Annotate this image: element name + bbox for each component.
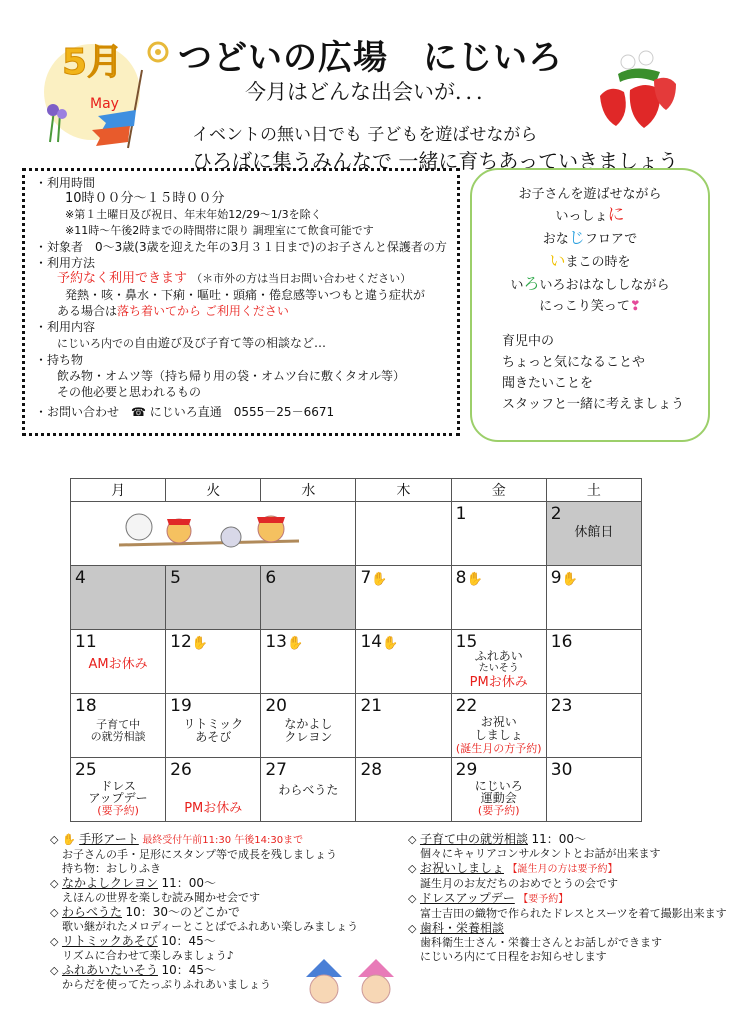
day-number: 6 (265, 568, 277, 588)
day-event: アップデー (88, 791, 148, 805)
day-cell (261, 630, 356, 694)
day-event: の就労相談 (90, 730, 146, 743)
note-line-2: ちょっと気になることや (502, 355, 646, 370)
note-line-4: スタッフと一緒に考えましょう (502, 397, 685, 412)
legend-desc: お子さんの手・足形にスタンプ等で成長を残しましょう (62, 848, 337, 861)
strawberry-icon (590, 44, 680, 134)
items-label: ・持ち物 (35, 353, 84, 367)
event-legend-right (408, 832, 728, 964)
legend-desc: 個々にキャリアコンサルタントとお話が出来ます (420, 847, 661, 860)
legend-desc: 富士吉田の織物で作られたドレスとスーツを着て撮影出来ます (420, 907, 727, 920)
weekday-fri: 金 (451, 479, 546, 502)
legend-desc: えほんの世界を楽しむ読み聞かせ会です (62, 891, 260, 904)
message-line-2: いっしょに (555, 205, 625, 225)
weekday-mon: 月 (71, 479, 166, 502)
day-cell (261, 758, 356, 822)
day-event: AMお休み (88, 657, 148, 672)
legend-desc: リズムに合わせて楽しみましょう♪ (62, 949, 234, 962)
legend-item: ◇ 歯科・栄養相談 (408, 921, 504, 935)
message-line-6: にっこり笑って❣ (539, 299, 641, 314)
day-cell (71, 694, 166, 758)
health-note-2: ある場合は (57, 304, 118, 318)
legend-item: ◇ なかよしクレヨン 11：00～ (50, 876, 217, 890)
day-cell (166, 630, 261, 694)
legend-item: ◇ リトミックあそび 10：45～ (50, 934, 216, 948)
method-label: ・利用方法 (35, 256, 96, 270)
day-cell (356, 630, 451, 694)
day-event: なかよし (284, 717, 333, 731)
handprint-icon: ✋ (382, 636, 399, 651)
legend-desc: 誕生月のお友だちのおめでとうの会です (420, 877, 618, 890)
day-cell (71, 758, 166, 822)
hours-value: 10時００分～１５時００分 (65, 191, 225, 206)
day-number: 2 (550, 504, 562, 524)
handprint-icon: ✋ (561, 572, 578, 587)
method-note: （＊市外の方は当日お問い合わせください） (191, 272, 412, 285)
message-line-3: おなじフロアで (542, 228, 638, 247)
day-cell-closed (546, 502, 641, 566)
month-number: 5月 (62, 42, 124, 83)
calendar-illustration-cell (71, 502, 356, 566)
day-cell-closed (71, 566, 166, 630)
day-cell (356, 502, 451, 566)
health-note-1: 発熱・咳・鼻水・下痢・嘔吐・頭痛・倦怠感等いつもと違う症状が (65, 288, 426, 302)
legend-item: ◇ わらべうた 10：30～のどこかで (50, 905, 241, 919)
note-line-1: 育児中の (502, 334, 555, 349)
message-box (470, 168, 710, 442)
day-number: 18 (75, 696, 97, 716)
day-number: 29 (455, 760, 478, 780)
day-cell (356, 694, 451, 758)
day-event: ふれあい (474, 649, 523, 663)
usage-info-box (22, 168, 460, 436)
day-number: 15 (455, 632, 478, 652)
day-number: 20 (265, 696, 287, 716)
legend-desc: 持ち物：おしりふき (62, 862, 161, 875)
message-line-5: いろいろおはなししながら (510, 274, 670, 293)
day-cell-closed (261, 566, 356, 630)
calendar-table (70, 478, 642, 822)
day-number: 14 (360, 632, 383, 652)
contact-info: ・お問い合わせ ☎ にじいろ直通 0555－25－6671 (35, 405, 335, 419)
day-event-note: (誕生月の方予約) (455, 742, 542, 755)
day-cell (451, 758, 546, 822)
day-event-note: (要予約) (477, 804, 520, 817)
day-cell (356, 758, 451, 822)
day-number: 12 (170, 632, 192, 652)
day-number: 22 (455, 696, 478, 716)
page-subtitle: 今月はどんな出会いが．．． (245, 80, 497, 104)
hours-note-1: ※第１土曜日及び祝日、年末年始12/29～1/3を除く (65, 208, 322, 221)
legend-item: ◇ お祝いしましょ 【誕生月の方は要予約】 (408, 861, 618, 875)
legend-desc: からだを使ってたっぷりふれあいましょう (62, 978, 271, 991)
day-event: 子育て中 (96, 718, 141, 731)
day-cell (546, 758, 641, 822)
day-cell (451, 694, 546, 758)
legend-desc: にじいろ内にて日程をお知らせします (420, 950, 607, 963)
day-event: ドレス (100, 779, 136, 793)
day-number: 5 (170, 568, 181, 588)
day-cell (261, 694, 356, 758)
target-audience: ・対象者 0～3歳(3歳を迎えた年の3月３１日まで)のお子さんと保護者の方 (35, 240, 447, 254)
method-no-reservation: 予約なく利用できます (57, 271, 188, 286)
tug-of-war-illustration (109, 505, 309, 563)
day-event: にじいろ (474, 779, 523, 793)
handprint-icon: ✋ (286, 636, 304, 651)
day-event: あそび (195, 730, 232, 744)
month-english: May (90, 96, 119, 112)
day-cell (166, 694, 261, 758)
page-title: つどいの広場 にじいろ (178, 38, 563, 78)
day-event: しましょ (474, 728, 523, 742)
handprint-icon: ✋ (466, 572, 483, 587)
tagline-line-2: ひろばに集うみんなで 一緒に育ちあっていきましょう (192, 149, 679, 173)
day-event: PMお休み (184, 801, 243, 816)
handprint-icon: ✋ (61, 833, 76, 846)
items-line-2: その他必要と思われるもの (57, 385, 202, 399)
content-prefix: にじいろ内での (57, 337, 134, 350)
day-number: 8 (455, 568, 467, 588)
day-number: 7 (360, 568, 372, 588)
day-number: 4 (75, 568, 86, 588)
legend-item: ◇ ドレスアップデー 【要予約】 (408, 891, 569, 905)
day-number: 23 (550, 696, 573, 716)
day-cell (71, 630, 166, 694)
weekday-wed: 水 (261, 479, 356, 502)
day-event: お祝い (480, 715, 517, 729)
message-line-1: お子さんを遊ばせながら (518, 187, 662, 202)
health-note-2-red: 落ち着いてから ご利用ください (117, 304, 289, 318)
day-number: 25 (75, 760, 97, 780)
handprint-icon: ✋ (191, 636, 208, 651)
hina-doll-illustration (296, 955, 406, 1005)
message-line-4: いまこの時を (549, 251, 631, 270)
weekday-thu: 木 (356, 479, 451, 502)
weekday-sat: 土 (546, 479, 641, 502)
day-number: 1 (455, 504, 467, 524)
content-value: 自由遊び及び子育て等の相談など… (134, 336, 327, 350)
day-number: 11 (75, 632, 97, 652)
hours-label: ・利用時間 (35, 176, 96, 190)
day-event: たいそう (478, 663, 519, 674)
legend-item: ◇ ✋ 手形アート 最終受付午前11:30 午後14:30まで (50, 832, 304, 846)
day-number: 30 (550, 760, 573, 780)
day-event: わらべうた (278, 783, 339, 797)
day-event: リトミック (183, 717, 244, 731)
legend-item: ◇ 子育て中の就労相談 11：00～ (408, 832, 587, 846)
note-line-3: 聞きたいことを (502, 376, 594, 391)
day-event: クレヨン (284, 730, 333, 744)
weekday-tue: 火 (166, 479, 261, 502)
day-cell (546, 694, 641, 758)
legend-desc: 歌い継がれたメロディーとことばでふれあい楽しみましょう (62, 920, 359, 933)
day-number: 16 (550, 632, 573, 652)
day-cell (546, 630, 641, 694)
day-number: 21 (360, 696, 383, 716)
day-number: 19 (170, 696, 192, 716)
day-number: 27 (265, 760, 287, 780)
day-cell (451, 502, 546, 566)
day-number: 28 (360, 760, 383, 780)
day-event-note: (要予約) (97, 804, 139, 817)
day-cell (451, 630, 546, 694)
tagline-line-1: イベントの無い日でも 子どもを遊ばせながら (192, 125, 538, 145)
content-label: ・利用内容 (35, 320, 96, 334)
items-line-1: 飲み物・オムツ等（持ち帰り用の袋・オムツ台に敷くタオル等） (57, 369, 406, 383)
legend-desc: 歯科衛生士さん・栄養士さんとお話しができます (420, 936, 662, 949)
day-cell (166, 758, 261, 822)
day-cell (546, 566, 641, 630)
day-event: 運動会 (480, 791, 517, 805)
day-event-note: PMお休み (469, 675, 528, 690)
day-number: 26 (170, 760, 192, 780)
legend-item: ◇ ふれあいたいそう 10：45～ (50, 963, 217, 977)
day-cell (356, 566, 451, 630)
day-cell (451, 566, 546, 630)
day-number: 9 (550, 568, 562, 588)
hours-note-2: ※11時～午後2時までの時間帯に限り 調理室にて飲食可能です (65, 224, 374, 237)
day-cell-closed (166, 566, 261, 630)
handprint-icon: ✋ (371, 572, 388, 587)
day-number: 13 (265, 632, 287, 652)
day-event: 休館日 (574, 525, 614, 540)
